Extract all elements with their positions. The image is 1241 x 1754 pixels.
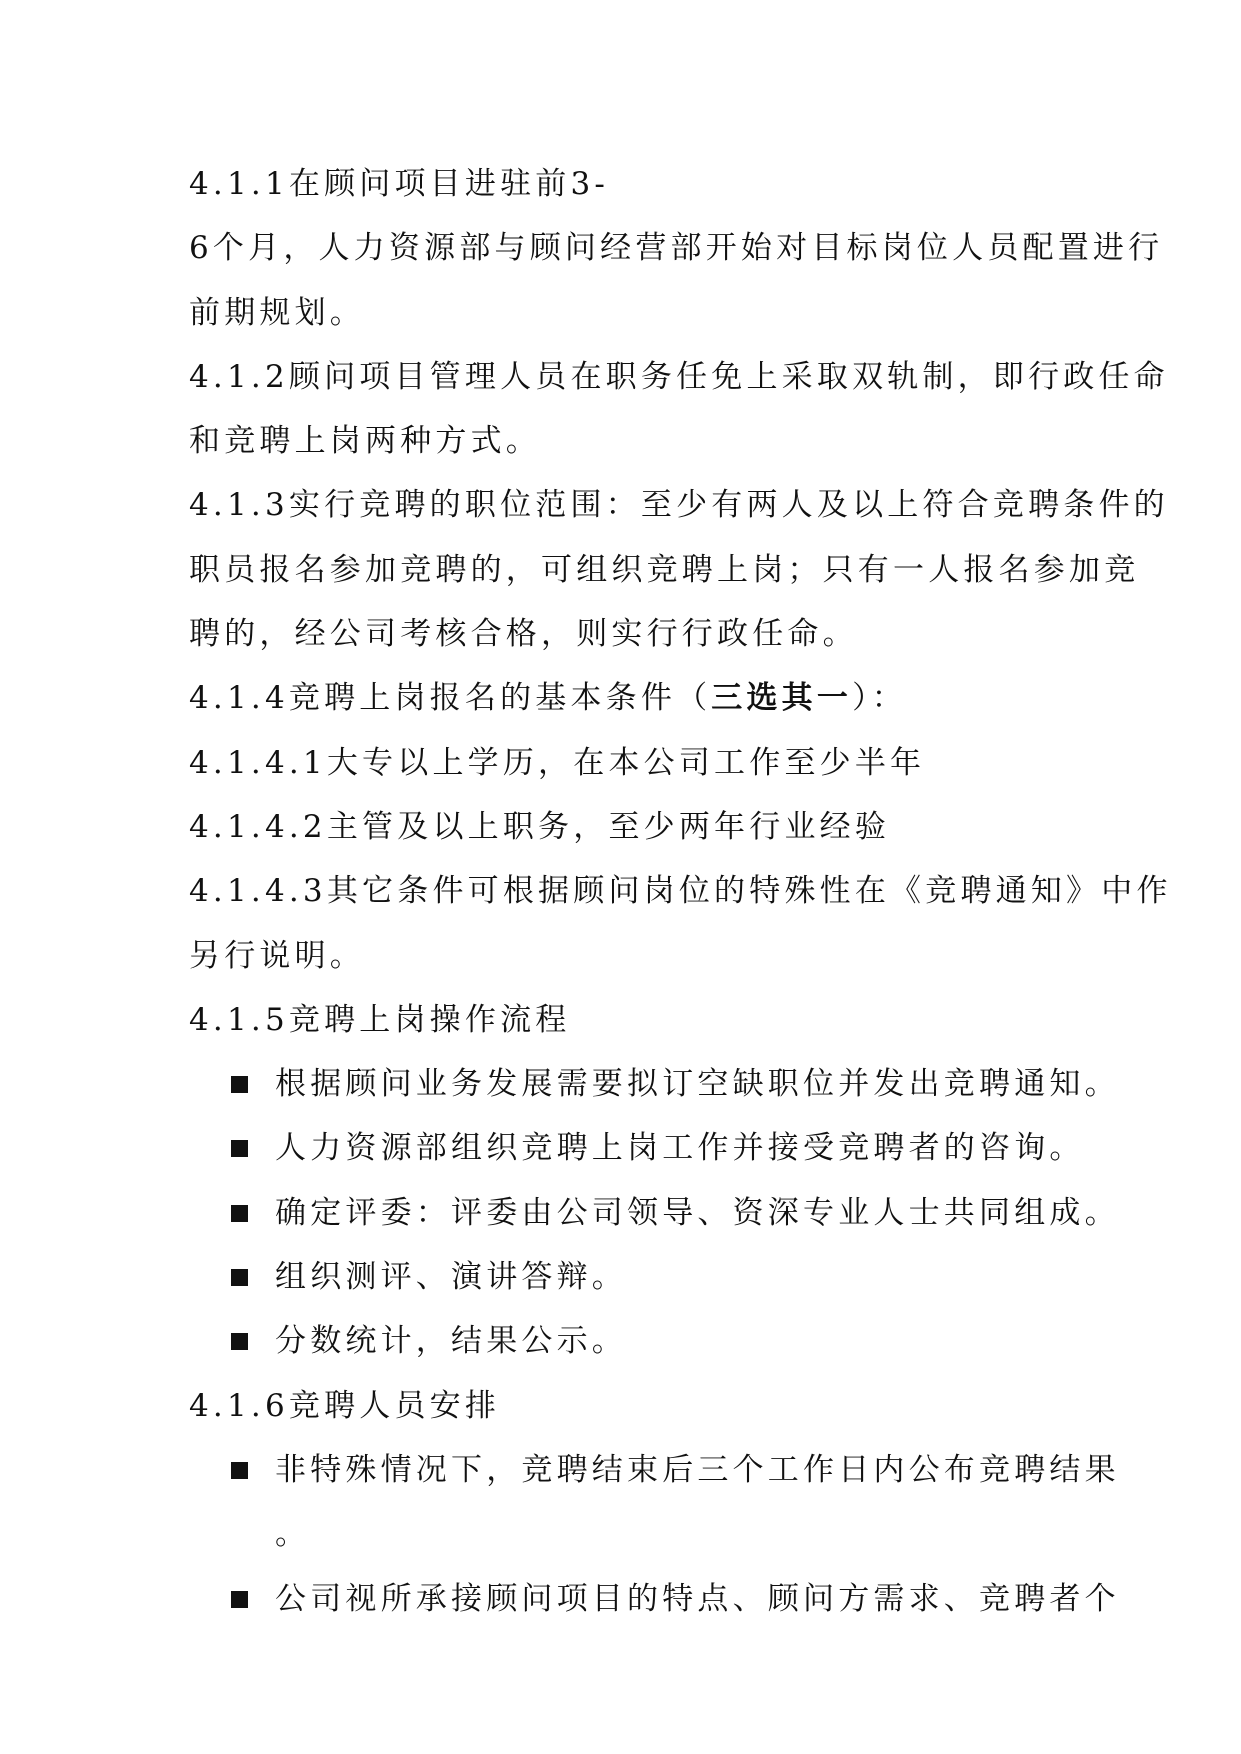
section-4-1-3-line-2: 职员报名参加竞聘的，可组织竞聘上岗；只有一人报名参加竞 xyxy=(189,551,1140,588)
list-item-continuation: 。 xyxy=(275,1516,311,1553)
list-item xyxy=(189,1438,1120,1502)
section-4-1-4-heading xyxy=(189,666,1109,730)
condition-4-1-4-2: 4.1.4.2主管及以上职务，至少两年行业经验 xyxy=(189,808,891,845)
square-bullet-icon xyxy=(231,1205,248,1222)
document-body xyxy=(189,152,1172,1631)
section-4-1-5-heading: 4.1.5竞聘上岗操作流程 xyxy=(189,1001,571,1038)
section-4-1-2-line-2: 和竞聘上岗两种方式。 xyxy=(189,423,541,460)
list-item-text: 确定评委：评委由公司领导、资深专业人士共同组成。 xyxy=(275,1194,1120,1231)
square-bullet-icon xyxy=(231,1140,248,1157)
square-bullet-icon xyxy=(231,1076,248,1093)
list-item xyxy=(189,1116,1109,1180)
section-4-1-4-prefix: 4.1.4竞聘上岗报名的基本条件（ xyxy=(189,680,712,717)
list-item xyxy=(189,1309,1109,1373)
list-item xyxy=(189,1052,1120,1116)
list-item-text: 分数统计，结果公示。 xyxy=(275,1323,627,1360)
section-4-1-3-line-3: 聘的，经公司考核合格，则实行行政任命。 xyxy=(189,616,858,653)
section-4-1-4-suffix: ）： xyxy=(852,680,907,717)
list-item-text: 人力资源部组织竞聘上岗工作并接受竞聘者的咨询。 xyxy=(275,1130,1085,1167)
list-item-text: 公司视所承接顾问项目的特点、顾问方需求、竞聘者个 xyxy=(275,1580,1120,1617)
square-bullet-icon xyxy=(231,1333,248,1350)
section-4-1-6-heading: 4.1.6竞聘人员安排 xyxy=(189,1387,501,1424)
section-4-1-1-line-3: 前期规划。 xyxy=(189,294,365,331)
list-item xyxy=(189,1245,1109,1309)
list-item-text: 非特殊情况下，竞聘结束后三个工作日内公布竞聘结果 xyxy=(275,1451,1120,1488)
condition-4-1-4-3-cont: 另行说明。 xyxy=(189,937,365,974)
square-bullet-icon xyxy=(231,1462,248,1479)
section-4-1-2-line-1: 4.1.2顾问项目管理人员在职务任免上采取双轨制，即行政任命 xyxy=(189,358,1169,395)
list-item-text: 组织测评、演讲答辩。 xyxy=(275,1259,627,1296)
section-4-1-1-line-2: 6个月，人力资源部与顾问经营部开始对目标岗位人员配置进行 xyxy=(189,230,1164,267)
condition-4-1-4-1: 4.1.4.1大专以上学历，在本公司工作至少半年 xyxy=(189,744,926,781)
list-item xyxy=(189,1567,1120,1631)
list-item-text: 根据顾问业务发展需要拟订空缺职位并发出竞聘通知。 xyxy=(275,1066,1120,1103)
section-4-1-3-line-1: 4.1.3实行竞聘的职位范围：至少有两人及以上符合竞聘条件的 xyxy=(189,487,1169,524)
section-4-1-4-bold: 三选其一 xyxy=(711,680,853,717)
section-4-1-1-line-1: 4.1.1在顾问项目进驻前3- xyxy=(189,166,610,202)
condition-4-1-4-3: 4.1.4.3其它条件可根据顾问岗位的特殊性在《竞聘通知》中作 xyxy=(189,873,1172,910)
square-bullet-icon xyxy=(231,1269,248,1286)
list-item xyxy=(189,1181,1120,1245)
square-bullet-icon xyxy=(231,1591,248,1608)
